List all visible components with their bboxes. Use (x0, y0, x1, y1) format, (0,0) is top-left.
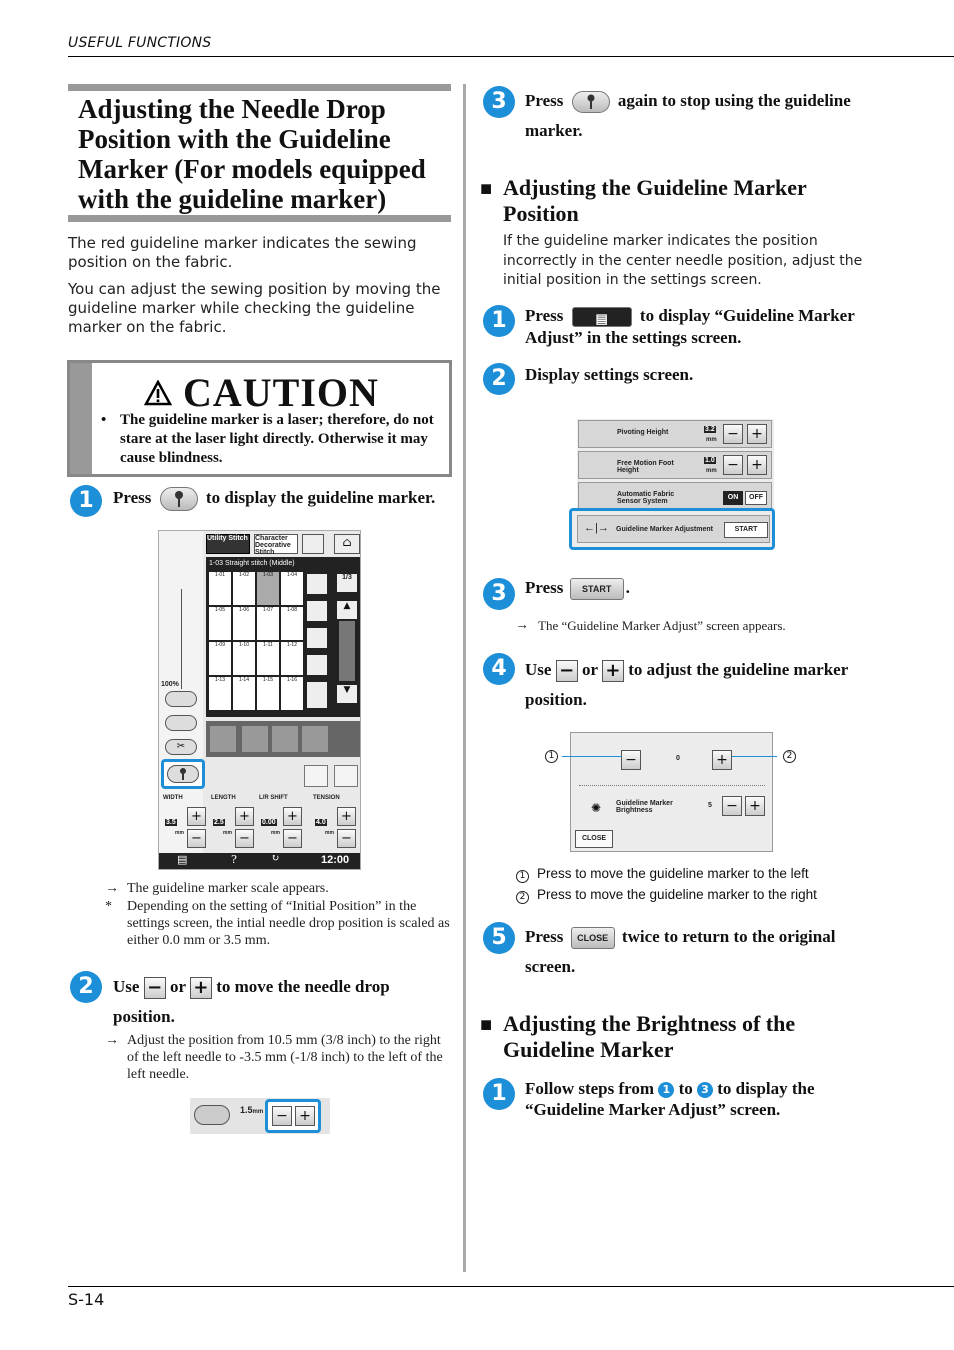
stitch-code: 1-05 (214, 607, 225, 613)
free-motion-label: Free Motion Foot Height (617, 460, 674, 474)
home-button[interactable] (334, 534, 360, 554)
page-indicator: 1/3 (337, 574, 357, 592)
step-s3-1-to: to (678, 1079, 693, 1098)
setting-row-guideline (577, 515, 770, 543)
square-bullet: ■ (480, 1014, 493, 1036)
step-3-press: Press (525, 91, 564, 110)
adjust-center-value: 0 (676, 755, 680, 762)
setting-unit: mm (271, 830, 280, 836)
running-header: USEFUL FUNCTIONS (68, 35, 212, 51)
step-s2-4-badge: 4 (483, 653, 515, 685)
setting-label: L/R SHIFT (259, 795, 288, 801)
setting-minus-button[interactable]: − (187, 829, 206, 848)
step-1-badge: 1 (70, 485, 102, 517)
pivoting-value: 3.2 (705, 426, 715, 433)
step-s2-4-after: to adjust the guideline marker position. (525, 660, 848, 709)
stitch-code: 1-06 (238, 607, 249, 613)
adjust-plus-button[interactable]: + (712, 750, 732, 770)
brightness-minus[interactable]: − (722, 796, 742, 816)
step-2-after: to move the needle drop position. (113, 977, 390, 1026)
stitch-cell[interactable] (233, 677, 255, 710)
adjust-separator (579, 785, 765, 786)
intro-paragraph-2: You can adjust the sewing position by moving the guideline marker while checking the guideline marker on the fabric. (68, 280, 441, 336)
home-icon: ⌂ (342, 535, 352, 549)
legend-text-2: Press to move the guideline marker to the right (537, 887, 817, 902)
step-s2-5-badge: 5 (483, 922, 515, 954)
step-s3-1-text-b: to display the “Guideline Marker Adjust” screen. (525, 1079, 815, 1119)
settings-icon: ▤ (595, 311, 608, 327)
column-divider (463, 84, 466, 1272)
stitch-panel (206, 557, 360, 717)
step-s2-1-after: to display “Guideline Marker Adjust” in the settings screen. (525, 306, 855, 348)
stitch-option-3[interactable] (307, 628, 327, 648)
guideline-adjust-highlight (569, 508, 775, 550)
mini-value (240, 1105, 263, 1115)
stitch-code: 1-09 (214, 642, 225, 648)
step-s3-1-badge: 1 (483, 1078, 515, 1110)
stitch-cell[interactable] (257, 572, 279, 605)
arrow-down-icon: ▼ (343, 685, 351, 695)
caution-text: • The guideline marker is a laser; therefore, do not stare at the laser light directly. Otherwise it may cause blindness. (98, 411, 448, 468)
mini-screen (190, 1098, 330, 1134)
section-title: Adjusting the Needle Drop Position with the Guideline Marker (For models equipped with the guideline marker) (68, 84, 451, 222)
step-s3-1-text-a: Follow steps from (525, 1079, 655, 1098)
step-s2-5-after: twice to return to the original screen. (525, 927, 836, 976)
presser-foot-button[interactable] (165, 691, 197, 707)
section-2-heading (480, 175, 880, 227)
step-3-after: again to stop using the guideline marker. (525, 91, 851, 140)
step-ref-to: 3 (697, 1082, 713, 1098)
stitch-cell[interactable] (281, 677, 303, 710)
stitch-cell[interactable] (281, 607, 303, 640)
asterisk-glyph: * (105, 899, 112, 914)
mini-unit: mm (252, 1109, 264, 1115)
minus-button[interactable]: − (144, 977, 166, 999)
step-s2-3-text (525, 577, 630, 600)
section-2-heading-text: Adjusting the Guideline Marker Position (503, 175, 807, 226)
free-motion-unit: mm (706, 468, 717, 474)
needle-position-button[interactable] (165, 715, 197, 731)
setting-minus-button[interactable]: − (283, 829, 302, 848)
close-button[interactable]: CLOSE (571, 927, 615, 949)
stitch-option-4[interactable] (307, 655, 327, 675)
scissors-button[interactable] (165, 739, 197, 755)
step-s2-1-badge: 1 (483, 305, 515, 337)
step-s2-2-text: Display settings screen. (525, 365, 694, 384)
tool-button-2[interactable] (242, 726, 268, 752)
callout-1: 1 (545, 750, 558, 763)
sensor-off-button[interactable]: OFF (745, 491, 767, 505)
setting-control (211, 807, 257, 847)
step-ref-from: 1 (658, 1082, 674, 1098)
stitch-cell[interactable] (281, 572, 303, 605)
step-s2-5-press: Press (525, 927, 564, 946)
setting-unit: mm (223, 830, 232, 836)
stitch-cell[interactable] (209, 607, 231, 640)
setting-value: 4.0 (316, 819, 326, 826)
caution-bar (70, 363, 92, 474)
step-1-text (113, 487, 435, 511)
arrow-glyph: → (515, 618, 529, 633)
legend-text-1: Press to move the guideline marker to the left (537, 866, 809, 881)
setting-label: TENSION (313, 795, 340, 801)
setting-label: WIDTH (163, 795, 183, 801)
legend-num-2: 2 (516, 891, 529, 904)
adjust-minus-button[interactable]: − (621, 750, 641, 770)
step-2-text (113, 972, 453, 1032)
pct-label: 100% (161, 681, 179, 688)
callout-line-1 (562, 756, 622, 757)
setting-minus-button[interactable]: − (337, 829, 356, 848)
setting-value: 0.00 (262, 819, 276, 826)
brightness-plus[interactable]: + (745, 796, 765, 816)
tool-row (206, 721, 360, 757)
setting-minus-button[interactable]: − (235, 829, 254, 848)
stitch-grid (209, 572, 305, 712)
settings-screen (577, 419, 774, 549)
callout-2: 2 (783, 750, 796, 763)
start-button[interactable]: START (570, 578, 624, 600)
pivoting-plus[interactable]: + (747, 424, 767, 444)
free-motion-value: 1.0 (705, 457, 715, 464)
setting-row-fabric-sensor (578, 482, 772, 510)
mini-minus-button[interactable]: − (272, 1106, 292, 1126)
stitch-code: 1-03 (262, 572, 273, 578)
setting-plus-button[interactable]: + (235, 807, 254, 826)
callout-legend (516, 863, 817, 905)
setting-value: 3.5 (166, 819, 176, 826)
stitch-code: 1-13 (214, 677, 225, 683)
stitch-code: 1-08 (286, 607, 297, 613)
marker-pin-icon (173, 490, 185, 508)
free-motion-plus[interactable]: + (747, 455, 767, 475)
stitch-cell[interactable] (233, 572, 255, 605)
mini-highlight (265, 1099, 321, 1133)
brightness-label: Guideline Marker Brightness (616, 800, 673, 814)
tab-character-decorative[interactable]: Character Decorative Stitch (254, 534, 298, 554)
stitch-code: 1-11 (263, 642, 273, 648)
stitch-code: 1-14 (238, 677, 249, 683)
retrieve-button[interactable] (334, 765, 358, 787)
step-2-or: or (169, 977, 186, 996)
scroll-up-button[interactable] (337, 601, 357, 619)
marker-pin-icon (586, 94, 596, 110)
page-number: S-14 (68, 1290, 105, 1309)
setting-row-pivoting (578, 420, 772, 448)
legend-row-2 (516, 884, 817, 905)
arrow-up-icon: ▲ (343, 601, 351, 611)
section-3-heading (480, 1011, 880, 1063)
setting-plus-button[interactable]: + (283, 807, 302, 826)
step-s2-3-badge: 3 (483, 578, 515, 610)
stitch-cell[interactable] (257, 607, 279, 640)
arrow-glyph: → (105, 881, 119, 896)
legend-num-1: 1 (516, 870, 529, 883)
callout-line-2 (732, 756, 777, 757)
step-1-note: The guideline marker scale appears. (127, 881, 329, 896)
pivoting-unit: mm (706, 437, 717, 443)
step-1-footnote: Depending on the setting of “Initial Position” in the settings screen, the intial needle drop position is scaled as either 0.0 mm or 3.5 mm. (127, 899, 450, 948)
stitch-code: 1-02 (238, 572, 249, 578)
mini-value-number: 1.5 (240, 1105, 253, 1115)
settings-icon[interactable]: ▤ (177, 853, 188, 866)
setting-control (313, 807, 359, 847)
stitch-cell[interactable] (281, 642, 303, 675)
brightness-icon: ✺ (591, 801, 602, 815)
step-s2-4-or: or (581, 660, 598, 679)
caution-heading: CAUTION (183, 370, 379, 415)
step-3-badge: 3 (483, 86, 515, 118)
sensor-on-button[interactable]: ON (723, 491, 743, 505)
plus-button[interactable]: + (190, 977, 212, 999)
step-2-use: Use (113, 977, 140, 996)
setting-labels (161, 795, 361, 807)
arrow-glyph: → (105, 1033, 119, 1048)
marker-pin-icon (179, 767, 187, 781)
stitch-cell[interactable] (257, 677, 279, 710)
stitch-cell[interactable] (209, 642, 231, 675)
setting-control (259, 807, 305, 847)
stitch-code: 1-16 (286, 677, 297, 683)
stitch-option-1[interactable] (307, 574, 327, 594)
pivoting-label: Pivoting Height (617, 429, 669, 436)
scrollbar[interactable] (339, 621, 355, 681)
arrows-icon: ←|→ (584, 522, 609, 534)
step-1-after: to display the guideline marker. (205, 488, 436, 507)
footer-rule (68, 1286, 954, 1287)
step-s3-1-text (525, 1078, 885, 1120)
brightness-value: 5 (708, 802, 712, 809)
scissors-icon: ✂ (176, 741, 186, 752)
bottom-bar (159, 853, 360, 869)
step-s2-2-badge: 2 (483, 363, 515, 395)
stitch-code: 1-04 (286, 572, 297, 578)
step-s2-3-press: Press (525, 578, 564, 597)
stitch-cell[interactable] (233, 607, 255, 640)
step-s2-4-use: Use (525, 660, 552, 679)
step-s2-3-note: The “Guideline Marker Adjust” screen appears. (538, 618, 786, 633)
stitch-cell[interactable] (257, 642, 279, 675)
step-s2-1-press: Press (525, 306, 564, 325)
scroll-down-button[interactable] (337, 685, 357, 703)
setting-unit: mm (325, 830, 334, 836)
minus-button[interactable]: − (556, 660, 578, 682)
stitch-code: 1-15 (262, 677, 273, 683)
setting-control (163, 807, 209, 847)
caution-bullet: The guideline marker is a laser; therefore, do not stare at the laser light directly. Otherwise it may cause blindness. (120, 412, 434, 466)
help-button[interactable]: ? (231, 853, 237, 866)
setting-value: 2.5 (214, 819, 224, 826)
tool-button-4[interactable] (302, 726, 328, 752)
fabric-sensor-label: Automatic Fabric Sensor System (617, 491, 675, 505)
main-screen (158, 530, 361, 870)
setting-plus-button[interactable]: + (187, 807, 206, 826)
settings-button[interactable] (572, 307, 632, 327)
tool-button-3[interactable] (272, 726, 298, 752)
stitch-code: 1-07 (262, 607, 273, 613)
step-3-text (525, 86, 885, 146)
step-s2-4-text (525, 655, 885, 715)
step-s2-5-text (525, 922, 885, 982)
needle-line (181, 589, 182, 689)
step-2-note: Adjust the position from 10.5 mm (3/8 inch) to the right of the left needle to -3.5 mm (-1/8 inch) to the left of the left needle. (127, 1033, 443, 1082)
step-1-press: Press (113, 488, 152, 507)
free-motion-minus[interactable]: − (723, 455, 743, 475)
memory-button[interactable] (304, 765, 328, 787)
thread-icon[interactable]: ↻ (271, 853, 280, 864)
setting-unit: mm (175, 830, 184, 836)
setting-label: LENGTH (211, 795, 236, 801)
stitch-subtitle: 1-03 Straight stitch (Middle) (209, 560, 295, 567)
legend-row-1 (516, 863, 817, 884)
stitch-cell[interactable] (209, 677, 231, 710)
section-2-intro: If the guideline marker indicates the position incorrectly in the center needle position, adjust the initial position in the settings screen. (503, 233, 863, 288)
guideline-marker-button[interactable] (572, 91, 610, 113)
guideline-marker-screen-button[interactable] (167, 765, 199, 783)
tool-button-1[interactable] (210, 726, 236, 752)
clock: 12:00 (321, 854, 350, 866)
stitch-option-5[interactable] (307, 682, 327, 708)
mini-plus-button[interactable]: + (295, 1106, 315, 1126)
stitch-code: 1-01 (214, 572, 225, 578)
section-3-heading-text: Adjusting the Brightness of the Guideline Marker (503, 1011, 796, 1062)
stitch-code: 1-12 (286, 642, 297, 648)
stitch-code: 1-10 (238, 642, 249, 648)
guideline-marker-button[interactable] (160, 487, 198, 511)
setting-values (161, 807, 361, 847)
guideline-adjust-label: Guideline Marker Adjustment (616, 526, 713, 533)
stitch-option-2[interactable] (307, 601, 327, 621)
header-rule (68, 56, 954, 57)
square-bullet: ■ (480, 178, 493, 200)
warning-icon (144, 380, 172, 406)
stitch-cell[interactable] (209, 572, 231, 605)
close-button[interactable]: CLOSE (575, 830, 613, 848)
setting-plus-button[interactable]: + (337, 807, 356, 826)
stitch-cell[interactable] (233, 642, 255, 675)
intro-paragraph-1: The red guideline marker indicates the sewing position on the fabric. (68, 234, 417, 271)
plus-button[interactable]: + (602, 660, 624, 682)
tab-utility-stitch[interactable]: Utility Stitch (206, 534, 250, 554)
setting-row-free-motion (578, 451, 772, 479)
guideline-start-button[interactable]: START (724, 522, 768, 538)
mini-marker-button[interactable] (194, 1105, 230, 1125)
pivoting-minus[interactable]: − (723, 424, 743, 444)
adjust-screen (570, 732, 773, 852)
caution-box (67, 360, 452, 477)
lock-button[interactable] (302, 534, 324, 554)
step-s2-3-after: . (625, 578, 630, 597)
step-s2-1-text (525, 305, 885, 348)
guideline-highlight[interactable] (161, 759, 205, 789)
step-2-badge: 2 (70, 971, 102, 1003)
